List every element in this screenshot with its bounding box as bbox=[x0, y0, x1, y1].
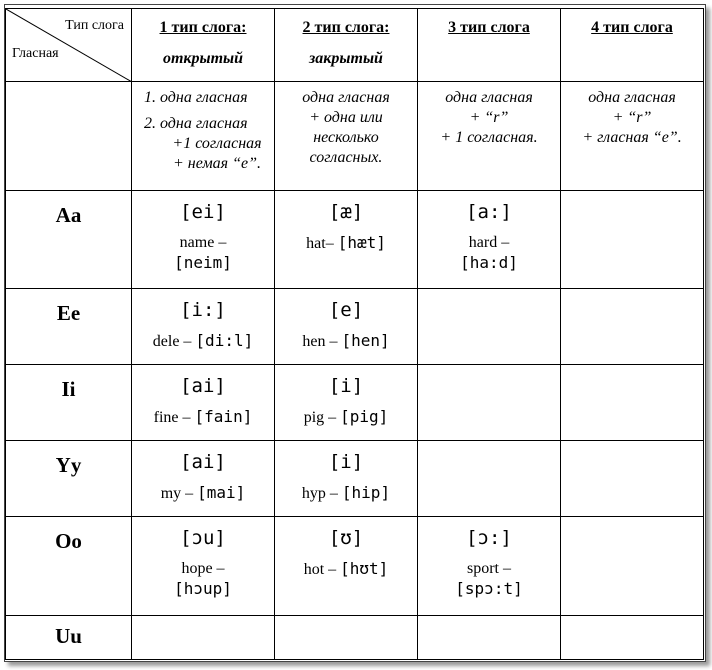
header-type-3: 3 тип слога bbox=[418, 9, 561, 82]
cell-type-4 bbox=[561, 616, 704, 660]
header-type-1: 1 тип слога: открытый bbox=[132, 9, 275, 82]
cell-type-3 bbox=[418, 289, 561, 365]
vowel-cell: Uu bbox=[6, 616, 132, 660]
table-row bbox=[6, 191, 704, 289]
rule-closed: одна гласная + одна или несколько согласных. bbox=[275, 82, 418, 191]
vowel-cell: Oo bbox=[6, 517, 132, 616]
table-row bbox=[6, 616, 704, 660]
cell-type-3 bbox=[418, 365, 561, 441]
corner-cell bbox=[6, 9, 132, 82]
cell-closed: [æ] hat– [hæt] bbox=[275, 191, 418, 289]
table-row bbox=[6, 365, 704, 441]
header-type-2: 2 тип слога: закрытый bbox=[275, 9, 418, 82]
table-row bbox=[6, 441, 704, 517]
corner-top-label: Тип слога bbox=[65, 18, 124, 33]
cell-open: [ei] name – [neim] bbox=[132, 191, 275, 289]
cell-open: [ai] my – [mai] bbox=[132, 441, 275, 517]
header-type-4: 4 тип слога bbox=[561, 9, 704, 82]
vowel-cell: Ee bbox=[6, 289, 132, 365]
cell-type-3 bbox=[418, 616, 561, 660]
vowel-cell: Yy bbox=[6, 441, 132, 517]
rule-type-3: одна гласная + “r” + 1 согласная. bbox=[418, 82, 561, 191]
cell-open bbox=[132, 616, 275, 660]
header-row bbox=[6, 9, 704, 82]
cell-type-4 bbox=[561, 365, 704, 441]
vowel-cell: Aa bbox=[6, 191, 132, 289]
cell-closed: [i] hyp – [hip] bbox=[275, 441, 418, 517]
cell-closed bbox=[275, 616, 418, 660]
corner-bottom-label: Гласная bbox=[12, 46, 59, 61]
cell-open: [ɔu] hope – [hɔup] bbox=[132, 517, 275, 616]
cell-type-4 bbox=[561, 441, 704, 517]
cell-open: [ai] fine – [fain] bbox=[132, 365, 275, 441]
cell-type-3 bbox=[418, 441, 561, 517]
rule-open: 1. одна гласная 2. одна гласная +1 согласная + немая “e”. bbox=[132, 82, 275, 191]
table-row bbox=[6, 289, 704, 365]
rule-row bbox=[6, 82, 704, 191]
cell-type-4 bbox=[561, 289, 704, 365]
table-row bbox=[6, 517, 704, 616]
cell-type-3: [ɔ:] sport – [spɔ:t] bbox=[418, 517, 561, 616]
syllable-types-table bbox=[5, 8, 704, 660]
rule-type-4: одна гласная + “r” + гласная “e”. bbox=[561, 82, 704, 191]
cell-type-3: [a:] hard – [ha:d] bbox=[418, 191, 561, 289]
cell-closed: [e] hen – [hen] bbox=[275, 289, 418, 365]
cell-type-4 bbox=[561, 191, 704, 289]
cell-closed: [i] pig – [pig] bbox=[275, 365, 418, 441]
cell-type-4 bbox=[561, 517, 704, 616]
vowel-cell: Ii bbox=[6, 365, 132, 441]
cell-closed: [ʊ] hot – [hʊt] bbox=[275, 517, 418, 616]
cell-open: [i:] dele – [di:l] bbox=[132, 289, 275, 365]
